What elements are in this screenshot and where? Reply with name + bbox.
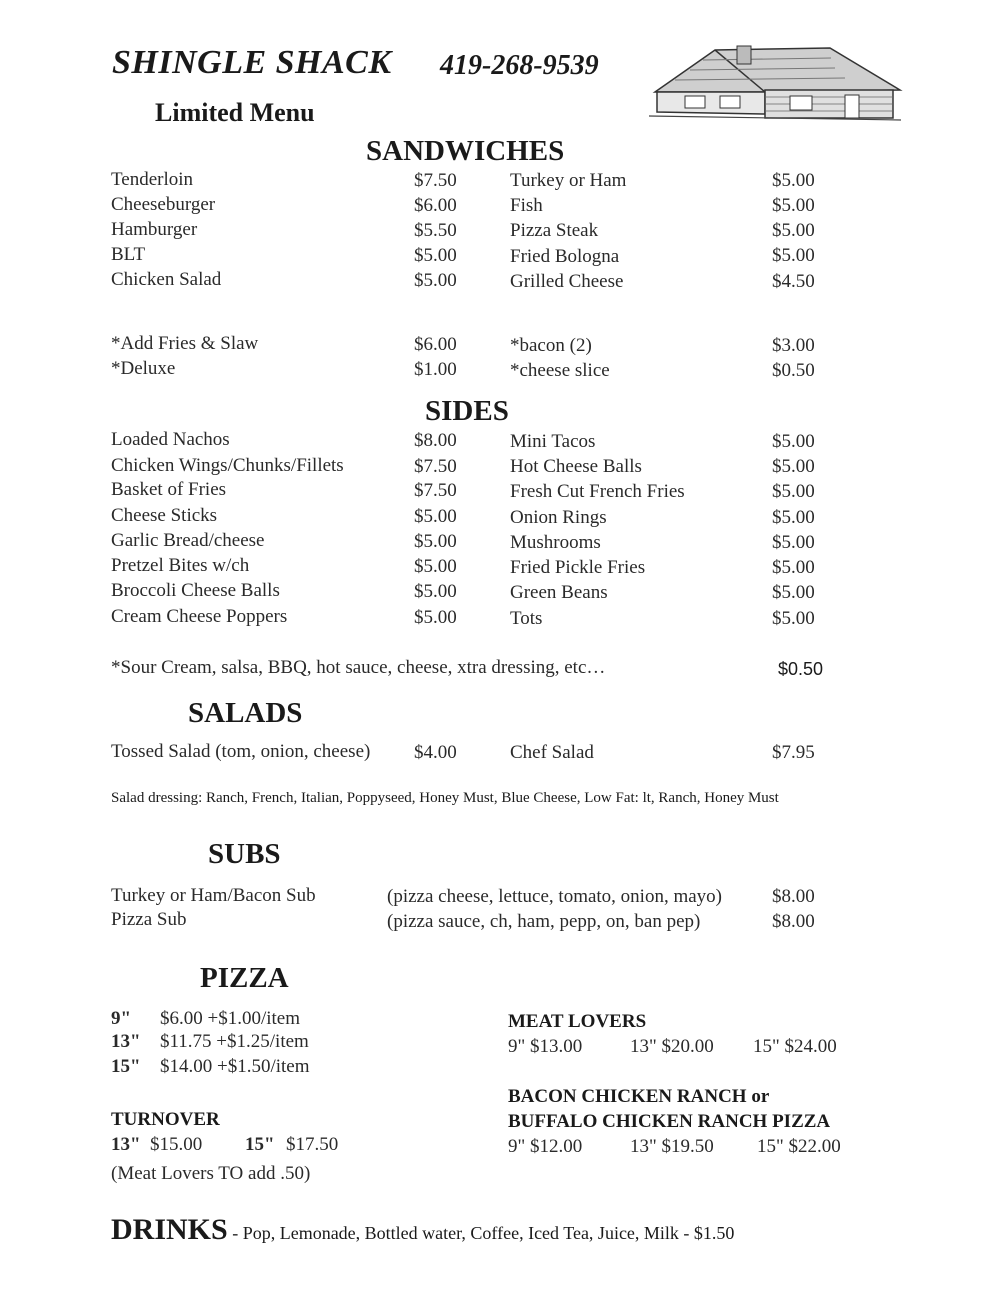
menu-item-name: Hot Cheese Balls [510, 456, 642, 477]
menu-item-price: $5.00 [414, 270, 457, 291]
pizza-size: 15" [111, 1056, 141, 1077]
phone-number: 419-268-9539 [440, 50, 599, 81]
menu-item-name: Fresh Cut French Fries [510, 481, 685, 502]
menu-item-price: $8.00 [414, 430, 457, 451]
pizza-size: 9" [111, 1008, 132, 1029]
menu-item-name: Pretzel Bites w/ch [111, 555, 250, 576]
meat-lovers-price: 9" $13.00 [508, 1036, 583, 1057]
menu-item-price: $5.00 [772, 532, 815, 553]
menu-item-name: Cream Cheese Poppers [111, 606, 288, 627]
sides-extras-text: *Sour Cream, salsa, BBQ, hot sauce, cheese, xtra dressing, etc… [111, 657, 606, 678]
menu-item-name: Pizza Steak [510, 220, 599, 241]
turnover-price: $17.50 [286, 1134, 339, 1155]
menu-item-price: $5.00 [772, 608, 815, 629]
pizza-heading: PIZZA [200, 962, 289, 994]
addon-price: $1.00 [414, 359, 457, 380]
meat-lovers-price: 15" $24.00 [753, 1036, 837, 1057]
drinks-list: - Pop, Lemonade, Bottled water, Coffee, Iced Tea, Juice, Milk - $1.50 [227, 1223, 735, 1243]
house-logo-icon [645, 40, 905, 124]
menu-item-price: $5.00 [414, 607, 457, 628]
menu-item-name: Grilled Cheese [510, 271, 624, 292]
drinks-heading: DRINKS [111, 1213, 228, 1246]
menu-item-price: $7.50 [414, 456, 457, 477]
ranch-pizza-price: 9" $12.00 [508, 1136, 583, 1157]
menu-item-name: Fish [510, 195, 543, 216]
ranch-pizza-price: 13" $19.50 [630, 1136, 714, 1157]
menu-item-name: Mini Tacos [510, 431, 596, 452]
pizza-size-price: $6.00 +$1.00/item [160, 1008, 301, 1029]
menu-item-name: Garlic Bread/cheese [111, 530, 265, 551]
menu-item-name: Tenderloin [111, 169, 194, 190]
menu-item-price: $5.00 [772, 431, 815, 452]
turnover-note: (Meat Lovers TO add .50) [111, 1163, 311, 1184]
menu-item-name: Fried Pickle Fries [510, 557, 646, 578]
menu-item-price: $5.00 [772, 507, 815, 528]
salads-heading: SALADS [188, 697, 303, 729]
addon-name: *cheese slice [510, 360, 610, 381]
menu-item-desc: (pizza sauce, ch, ham, pepp, on, ban pep) [387, 911, 701, 932]
menu-item-price: $8.00 [772, 886, 815, 907]
sides-heading: SIDES [425, 395, 509, 427]
menu-item-name: Onion Rings [510, 507, 607, 528]
menu-item-price: $5.00 [414, 531, 457, 552]
menu-item-name: Cheese Sticks [111, 505, 218, 526]
addon-price: $3.00 [772, 335, 815, 356]
menu-item-name: Pizza Sub [111, 909, 187, 930]
menu-subtitle: Limited Menu [155, 98, 315, 127]
turnover-heading: TURNOVER [111, 1109, 220, 1130]
addon-name: *Deluxe [111, 358, 176, 379]
menu-item-price: $5.00 [772, 220, 815, 241]
menu-item-name: Green Beans [510, 582, 608, 603]
menu-item-price: $5.00 [414, 245, 457, 266]
menu-item-name: Hamburger [111, 219, 198, 240]
salad-dressing-list: Salad dressing: Ranch, French, Italian, Poppyseed, Honey Must, Blue Cheese, Low Fat: lt, Ranch, Honey Must [111, 790, 779, 806]
menu-item-name: Cheeseburger [111, 194, 216, 215]
subs-heading: SUBS [208, 838, 281, 870]
meat-lovers-heading: MEAT LOVERS [508, 1011, 647, 1032]
turnover-size: 15" [245, 1134, 275, 1155]
turnover-size: 13" [111, 1134, 141, 1155]
ranch-pizza-heading: BACON CHICKEN RANCH or [508, 1086, 770, 1107]
addon-name: *Add Fries & Slaw [111, 333, 259, 354]
addon-price: $0.50 [772, 360, 815, 381]
addon-name: *bacon (2) [510, 335, 592, 356]
menu-item-price: $4.00 [414, 742, 457, 763]
menu-item-name: Tossed Salad (tom, onion, cheese) [111, 741, 371, 762]
menu-item-price: $5.00 [772, 170, 815, 191]
menu-item-name: Turkey or Ham [510, 170, 627, 191]
menu-item-name: BLT [111, 244, 146, 265]
menu-item-desc: (pizza cheese, lettuce, tomato, onion, mayo) [387, 886, 723, 907]
menu-item-price: $8.00 [772, 911, 815, 932]
menu-item-name: Chicken Salad [111, 269, 222, 290]
menu-item-price: $6.00 [414, 195, 457, 216]
menu-item-price: $5.00 [772, 557, 815, 578]
sandwiches-heading: SANDWICHES [366, 135, 565, 167]
turnover-price: $15.00 [150, 1134, 203, 1155]
menu-item-name: Mushrooms [510, 532, 601, 553]
menu-item-price: $5.00 [772, 195, 815, 216]
menu-item-price: $5.00 [414, 556, 457, 577]
menu-item-price: $5.00 [772, 456, 815, 477]
menu-item-name: Fried Bologna [510, 246, 620, 267]
menu-item-name: Chicken Wings/Chunks/Fillets [111, 455, 344, 476]
sides-extras-price: $0.50 [778, 659, 824, 679]
menu-item-price: $5.00 [772, 481, 815, 502]
pizza-size-price: $14.00 +$1.50/item [160, 1056, 310, 1077]
menu-item-price: $5.50 [414, 220, 457, 241]
menu-item-name: Tots [510, 608, 543, 629]
menu-item-price: $7.95 [772, 742, 815, 763]
drinks-line [111, 1213, 734, 1247]
menu-item-name: Loaded Nachos [111, 429, 230, 450]
menu-item-price: $4.50 [772, 271, 815, 292]
ranch-pizza-price: 15" $22.00 [757, 1136, 841, 1157]
ranch-pizza-heading-2: BUFFALO CHICKEN RANCH PIZZA [508, 1111, 831, 1132]
pizza-size-price: $11.75 +$1.25/item [160, 1031, 309, 1052]
menu-item-price: $5.00 [414, 506, 457, 527]
menu-item-name: Basket of Fries [111, 479, 227, 500]
restaurant-name: SHINGLE SHACK [112, 44, 392, 81]
menu-item-name: Chef Salad [510, 742, 594, 763]
menu-item-price: $5.00 [414, 581, 457, 602]
addon-price: $6.00 [414, 334, 457, 355]
menu-item-name: Turkey or Ham/Bacon Sub [111, 885, 316, 906]
menu-item-price: $7.50 [414, 170, 457, 191]
meat-lovers-price: 13" $20.00 [630, 1036, 714, 1057]
menu-item-price: $7.50 [414, 480, 457, 501]
pizza-size: 13" [111, 1031, 141, 1052]
menu-item-price: $5.00 [772, 245, 815, 266]
menu-item-price: $5.00 [772, 582, 815, 603]
menu-item-name: Broccoli Cheese Balls [111, 580, 280, 601]
